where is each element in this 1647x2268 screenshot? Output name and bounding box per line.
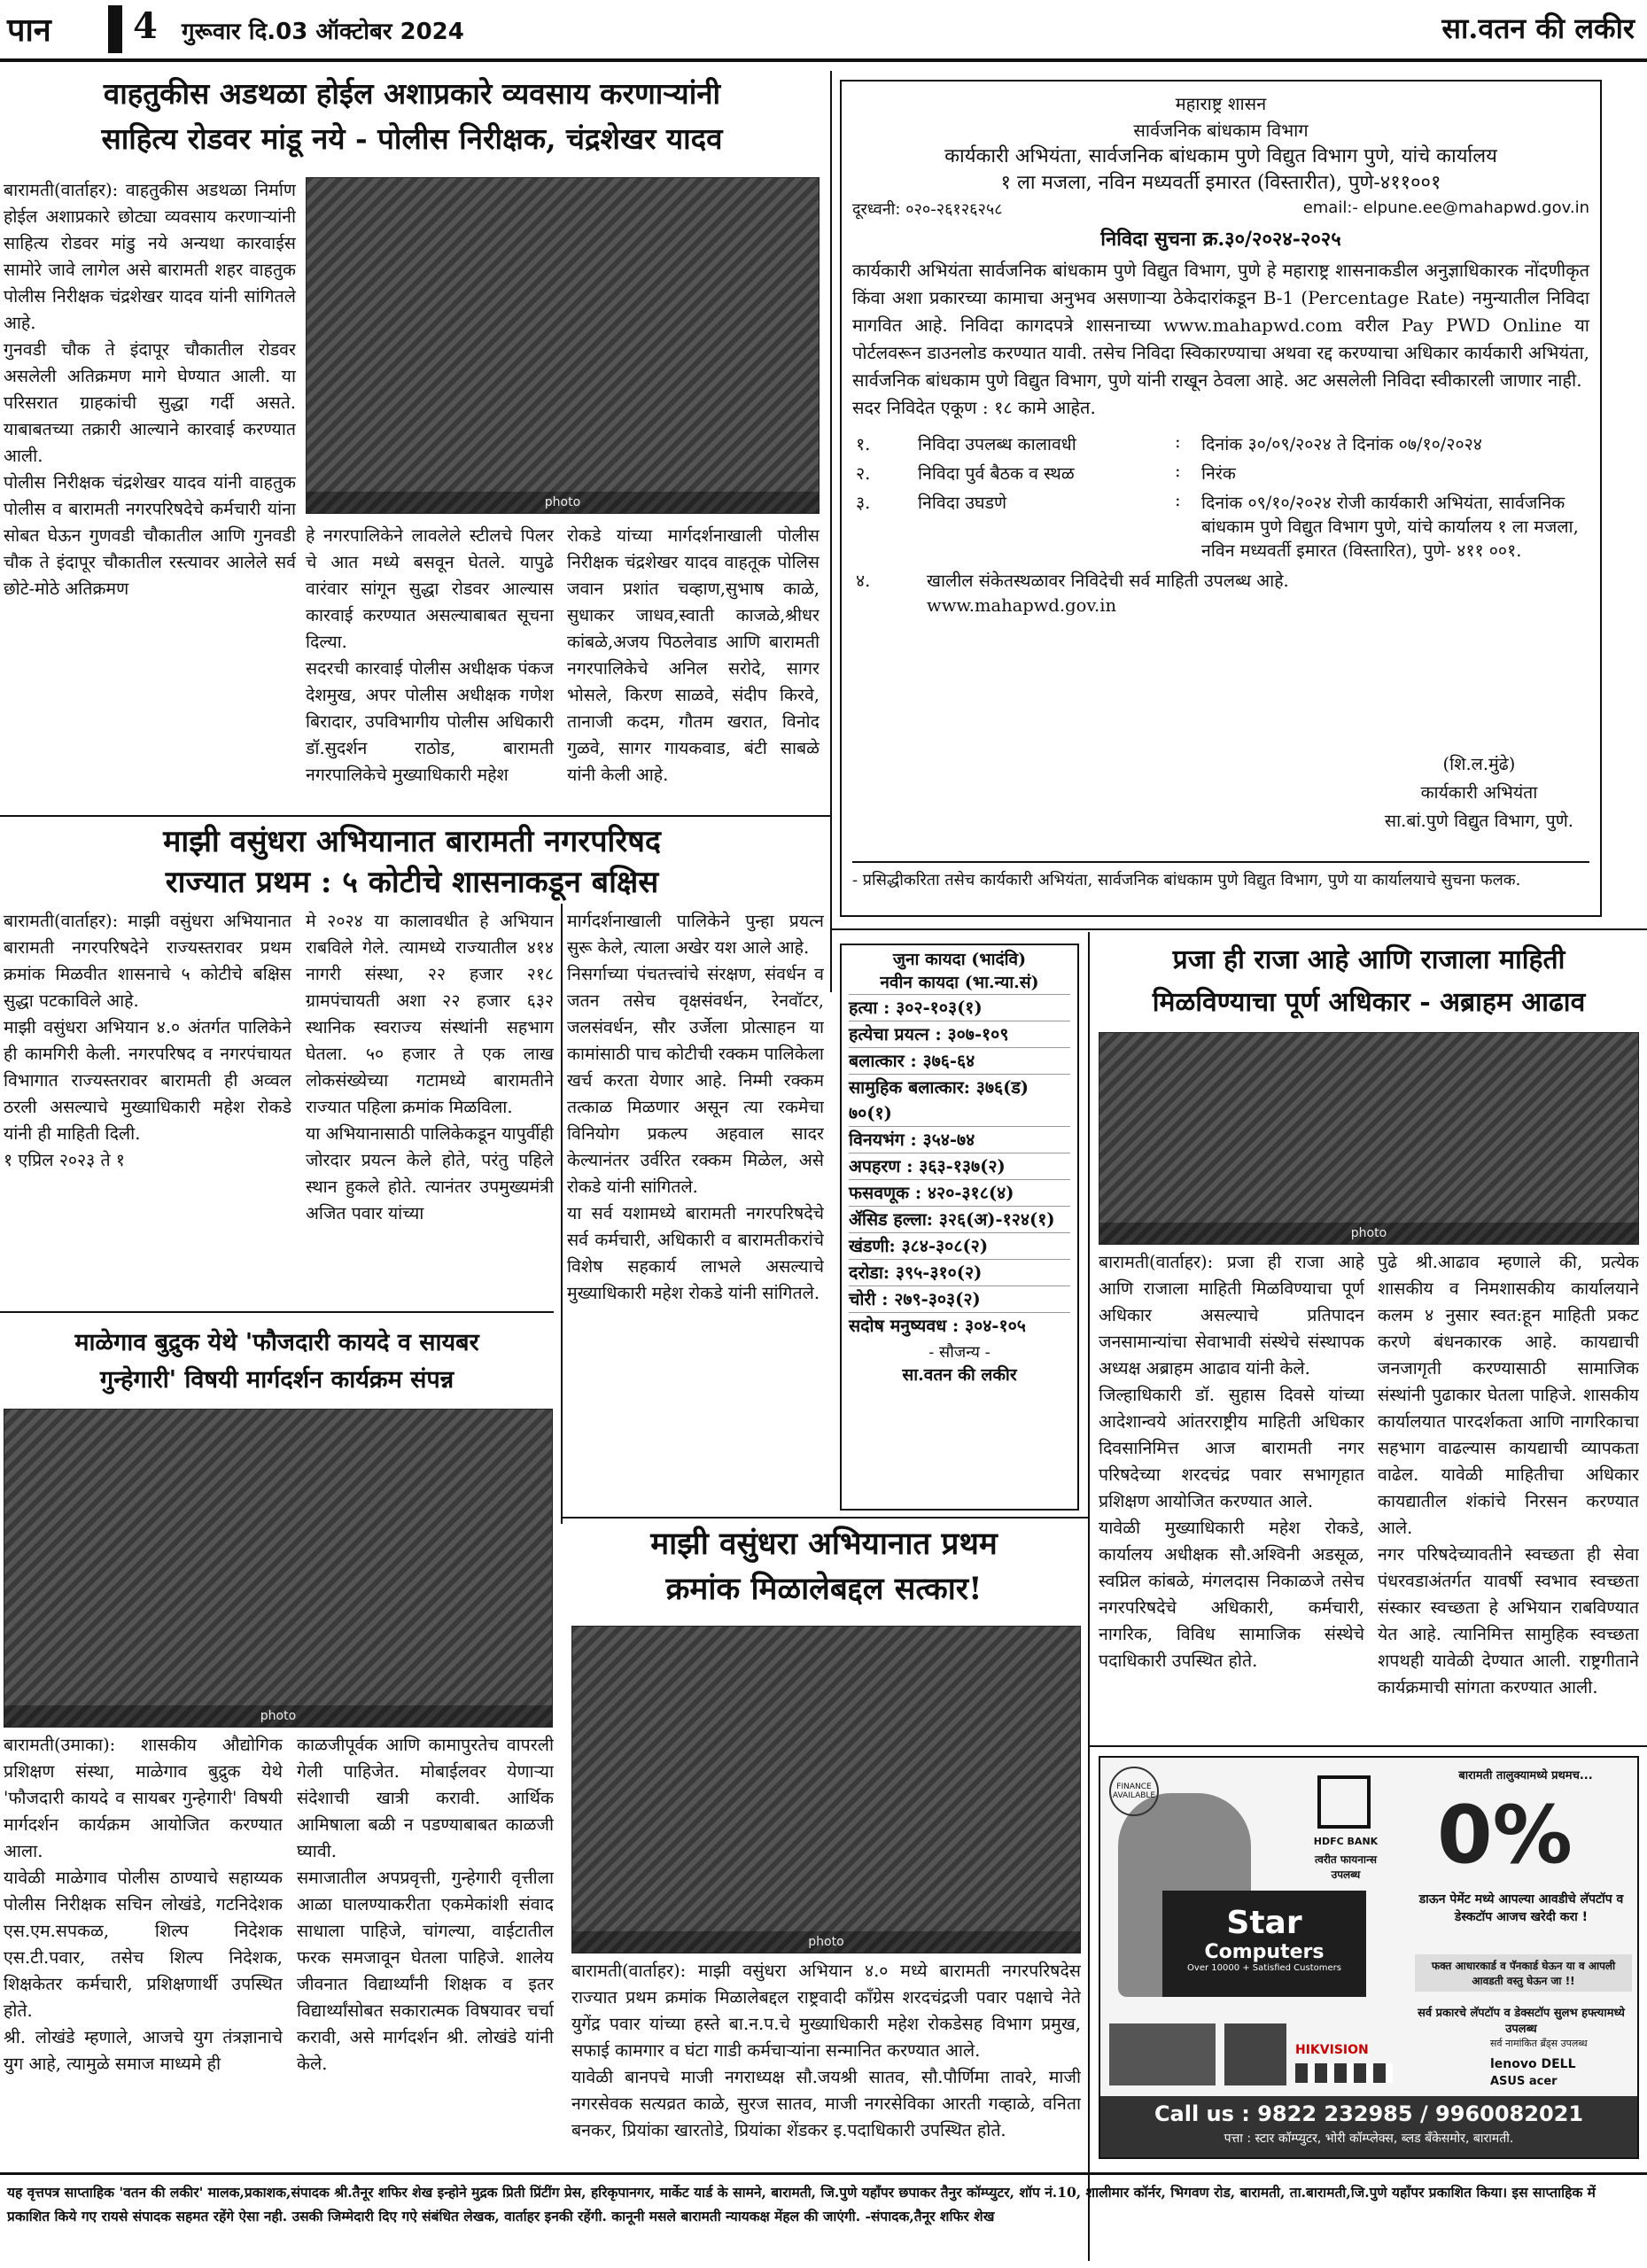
article2-headline — [0, 822, 824, 904]
article5-body: बारामती(वार्ताहर): माझी वसुंधरा अभियान ४.० मध्ये बारामती नगरपरिषदेस राज्यात प्रथम क्रमांक मिळालेबद्दल राष्ट्रवादी काँग्रेस शरदचंद्रजी पवार पक्षाचे नेते युगेंद्र पवार यांच्या हस्ते बा.न.प.चे मुख्याधिकारी महेश रोकडेसह विभाग प्रमुख, सफाई कामगार व घंटा गाडी कर्मचाऱ्यांना सन्मानित करण्यात आले. यावेळी बानपचे माजी नगराध्यक्ष सौ.जयश्री सातव, सौ.पौर्णिमा तावरे, माजी नगरसेवक सत्यव्रत काळे, सुरज सातव, माजी नगरसेविका आरती गव्हाळे, वनिता बनकर, प्रियांका खारतोडे, प्रियांका शेंडकर इ.पदाधिकारी उपस्थित होते. — [571, 1961, 1081, 2140]
ad-tagline: बारामती तालुक्यामध्ये प्रथमच... — [1458, 1769, 1593, 1783]
article2-col2: मे २०२४ या कालावधीत हे अभियान राबविले गेले. त्यामध्ये राज्यातील ४१४ नागरी संस्था, २२ हजार २१८ ग्रामपंचायती अशा २२ हजार ६३२ स्थानिक स्वराज्य संस्थांनी सहभाग घेतला. ५० हजार ते एक लाख लोकसंख्येच्या गटामध्ये बारामतीने राज्यात पहिला क्रमांक मिळविला. या अभियानासाठी पालिकेकडून यापुर्वीही जोरदार प्रयत्न केले होते, परंतु पहिले स्थान हुकले होते. त्यानंतर उपमुख्यमंत्री अजित पवार यांच्या — [306, 911, 554, 1223]
tender-signature — [1385, 750, 1573, 835]
tender-row4-no: ४. — [856, 570, 871, 591]
tender-cell: दिनांक ०९/१०/२०२४ रोजी कार्यकारी अभियंता, सार्वजनिक बांधकाम पुणे विद्युत विभाग पुणे, यांचे कार्यालय १ ला मजला, नविन मध्यवर्ती इमारत (विस्तारित), पुणे- ४११ ००१. — [1201, 492, 1579, 561]
tender-cell: : — [1175, 431, 1181, 452]
ad-address: पत्ता : स्टार कॉम्प्युटर, भोरी कॉम्प्लेक्स, ब्लड बँकेसमोर, बारामती. — [1224, 2132, 1514, 2146]
law-item: विनयभंग : ३५४-७४ — [849, 1126, 1070, 1153]
signature-title: कार्यकारी अभियंता — [1420, 782, 1538, 803]
tender-body: कार्यकारी अभियंता सार्वजनिक बांधकाम पुणे विद्युत विभाग, पुणे हे महाराष्ट्र शासनाकडील अनुज्ञाधिकारक नोंदणीकृत किंवा अशा प्रकारच्या कामाचा अनुभव असणाऱ्या ठेकेदारांकडून B-1 (Percentage Rate) नमुन्यातील निविदा मागवित आहे. निविदा कागदपत्रे शासनाच्या www.mahapwd.com वरील Pay PWD Online या पोर्टलवरून डाउनलोड करण्यात यावी. तसेच निविदा स्विकारण्याचा अथवा रद्द करण्याचा अधिकार कार्यकारी अभियंता, सार्वजनिक बांधकाम पुणे विद्युत विभाग, पुणे यांनी राखून ठेवला आहे. अट असलेली निविदा स्वीकारली जाणार नाही. सदर निविदेत एकूण : १८ कामे आहेत. — [852, 259, 1589, 418]
article3-col1: बारामती(वार्ताहर): प्रजा ही राजा आहे आणि राजाला माहिती मिळविण्याचा पूर्ण अधिकार असल्याचे प्रतिपादन जनसामान्यांचा सेवाभावी संस्थेचे संस्थापक अध्यक्ष अब्राहम आढाव यांनी केले. जिल्हाधिकारी डॉ. सुहास दिवसे यांच्या आदेशान्वये आंतरराष्ट्रीय माहिती अधिकार दिवसानिमित्त आज बारामती नगर परिषदेच्या शरदचंद्र पवार सभागृहात प्रशिक्षण आयोजित करण्यात आले. यावेळी मुख्याधिकारी महेश रोकडे, कार्यालय अधीक्षक सौ.अश्विनी अडसूळ, स्वप्निल कांबळे, मंगलदास निकाळजे तसेच नगरपरिषदेचे अधिकारी, कर्मचारी, नागरिक, विविध सामाजिक संस्थेचे पदाधिकारी उपस्थित होते. — [1099, 1252, 1364, 1671]
tender-cell: ३. — [856, 492, 871, 513]
section-divider — [1088, 1745, 1647, 1747]
column-divider — [561, 904, 563, 1524]
law-item: चोरी : २७९-३०३(२) — [849, 1285, 1070, 1312]
photo-caption: photo — [307, 492, 819, 513]
article4-title-line1: माळेगाव बुद्रुक येथे 'फौजदारी कायदे व सायबर — [74, 1329, 479, 1356]
column-divider — [1088, 932, 1090, 2261]
asus-logo: ASUS — [1490, 2075, 1526, 2088]
laptop-image — [1109, 2023, 1216, 2085]
tender-website: www.mahapwd.gov.in — [927, 594, 1117, 616]
ad-brands-label: सर्व नामांकित ब्रँड्स उपलब्ध — [1490, 2038, 1588, 2049]
page-label: पान — [7, 12, 51, 49]
section-divider — [0, 1311, 554, 1313]
tender-phone: दूरध्वनी: ०२०-२६१२६२५८ — [852, 200, 1003, 219]
tender-footnote: - प्रसिद्धीकरिता तसेच कार्यकारी अभियंता, सार्वजनिक बांधकाम पुणे विद्युत विभाग, पुणे या कार्यालयाचे सुचना फलक. — [852, 861, 1589, 892]
article2-col3: मार्गदर्शनाखाली पालिकेने पुन्हा प्रयत्न सुरू केले, त्याला अखेर यश आले आहे. निसर्गाच्या पंचतत्त्वांचे संरक्षण, संवर्धन व जतन तसेच वृक्षसंवर्धन, रेनवॉटर, जलसंवर्धन, सौर उर्जेला प्रोत्साहन या कामांसाठी पाच कोटीची रक्कम पालिकेला खर्च करता येणार आहे. निम्मी रक्कम तत्काळ मिळणार असून त्या रकमेचा विनियोग प्रकल्प अहवाल सादर केल्यानंतर उर्वरित रक्कम मिळेल, असे रोकडे यांनी सांगितले. या सर्व यशामध्ये बारामती नगरपरिषदेचे सर्व कर्मचारी, अधिकारी व बारामतीकरांचे विशेष सहकार्य लाभले असल्याचे मुख्याधिकारी महेश रोकडे यांनी सांगितले. — [567, 911, 824, 1303]
article3-title-line2: मिळविण्याचा पूर्ण अधिकार - अब्राहम आढाव — [1152, 987, 1586, 1018]
article1-title-line2: साहित्य रोडवर मांडू नये - पोलीस निरीक्षक, चंद्रशेखर यादव — [101, 120, 723, 156]
article4-col1: बारामती(उमाका): शासकीय औद्योगिक प्रशिक्षण संस्था, माळेगाव बुद्रुक येथे 'फौजदारी कायदे व सायबर गुन्हेगारी' विषयी मार्गदर्शन कार्यक्रम आयोजित करण्यात आला. यावेळी माळेगाव पोलीस ठाण्याचे सहाय्यक पोलीस निरीक्षक सचिन लोखंडे, गटनिदेशक एस.एम.सपकळ, शिल्प निदेशक एस.टी.पवार, तसेच शिल्प निदेशक, शिक्षकेतर कर्मचारी, प्रशिक्षणार्थी उपस्थित होते. श्री. लोखंडे म्हणाले, आजचे युग तंत्रज्ञानाचे युग आहे, त्यामुळे समाज माध्यमे ही — [4, 1735, 283, 2074]
article1-title-line1: वाहतुकीस अडथळा होईल अशाप्रकारे व्यवसाय करणाऱ्यांनी — [103, 76, 721, 111]
signature-office: सा.बां.पुणे विद्युत विभाग, पुणे. — [1384, 811, 1573, 831]
desktop-image — [1224, 2023, 1286, 2085]
tender-cell: १. — [856, 433, 871, 454]
law-item: खंडणी: ३८४-३०८(२) — [849, 1232, 1070, 1259]
tender-cell: निविदा उघडणे — [918, 492, 1007, 513]
article5-title-line1: माझी वसुंधरा अभियानात प्रथम — [650, 1526, 998, 1562]
article4-headline — [0, 1324, 554, 1399]
law-box — [840, 944, 1079, 1511]
law-item: हत्या : ३०२-१०३(१) — [849, 994, 1070, 1021]
ad-phone: Call us : 9822 232985 / 9960082021 — [1154, 2101, 1584, 2126]
article1-col1: बारामती(वार्ताहर): वाहतुकीस अडथळा निर्माण होईल अशाप्रकारे छोट्या व्यवसाय करणाऱ्यांनी साहित्य रोडवर मांडु नये अन्यथा कारवाईस सामोरे जावे लागेल असे बारामती शहर वाहतुक पोलीस निरीक्षक चंद्रशेखर यादव यांनी सांगितले आहे. गुनवडी चौक ते इंदापूर चौकातील रोडवर असलेली अतिक्रमण मागे घेण्यात आली. या परिसरात ग्राहकांची सुद्धा गर्दी असते. याबाबतच्या तक्रारी आल्याने कारवाई करण्यात आली. पोलीस निरीक्षक चंद्रशेखर यादव यांनी वाहतुक पोलीस व बारामती नगरपरिषदेचे कर्मचारी यांना सोबत घेऊन गुणवडी चौकातील आणि गुनवडी चौक ते इंदापूर चौकातील रस्त्यावर आलेले सर्व छोटे-मोठे अतिक्रमण — [4, 180, 296, 599]
brand-logos-2 — [1490, 2075, 1558, 2088]
section-divider — [830, 928, 1647, 930]
article3-headline — [1094, 939, 1643, 1024]
tender-line3: कार्यकारी अभियंता, सार्वजनिक बांधकाम पुणे विद्युत विभाग पुणे, यांचे कार्यालय — [944, 145, 1497, 167]
tender-contact — [842, 197, 1600, 221]
law-list — [849, 994, 1070, 1339]
law-old-header: जुना कायदा (भादंवि) — [892, 950, 1027, 969]
tender-line1: महाराष्ट्र शासन — [1175, 93, 1267, 114]
zero-percent: 0% — [1437, 1789, 1573, 1882]
article4-title-line2: गुन्हेगारी' विषयी मार्गदर्शन कार्यक्रम संपन्न — [99, 1365, 454, 1394]
article1-col2: हे नगरपालिकेने लावलेले स्टीलचे पिलर चे आत मध्ये बसवून घेतले. यापुढे वारंवार सांगून सुद्धा रोडवर आल्यास कारवाई करण्यात असल्याबाबत सूचना दिल्या. सदरची कारवाई पोलीस अधीक्षक पंकज देशमुख, अपर पोलीस अधीक्षक गणेश बिरादार, उपविभागीय पोलीस अधिकारी डॉ.सुदर्शन राठोड, बारामती नगरपालिकेचे मुख्याधिकारी महेश — [306, 525, 554, 785]
tender-row — [851, 458, 1586, 487]
article3-title-line1: प्रजा ही राजा आहे आणि राजाला माहिती — [1172, 944, 1565, 975]
tender-cell: निविदा उपलब्ध कालावधी — [918, 433, 1076, 454]
photo-caption: photo — [1099, 1223, 1638, 1244]
law-item: दरोडा: ३९५-३१०(२) — [849, 1259, 1070, 1285]
tender-cell: निविदा पुर्व बैठक व स्थळ — [918, 462, 1075, 484]
article1-headline — [0, 74, 824, 159]
cctv-cameras-image — [1295, 2063, 1393, 2083]
article4-col2: काळजीपूर्वक आणि कामापुरतेच वापरली गेली पाहिजेत. मोबाईलवर येणाऱ्या संदेशाची खात्री करावी. आर्थिक आमिषाला बळी न पडण्याबाबत काळजी घ्यावी. समाजातील अपप्रवृत्ती, गुन्हेगारी वृत्तीला आळा घालण्याकरीता एकमेकांशी संवाद साधाला पाहिजे, चांगल्या, वाईटातील फरक समजावून घेतला पाहिजे. शालेय जीवनात विद्यार्थ्यांनी शिक्षक व इतर विद्यार्थ्यांसोबत सकारात्मक विषयावर चर्चा करावी, असे मार्गदर्शन श्री. लोखंडे यांनी केले. — [297, 1735, 554, 2074]
header-bar — [108, 5, 122, 53]
star-logo-panel — [1162, 1891, 1366, 1997]
law-item: हत्येचा प्रयत्न : ३०७-१०९ — [849, 1021, 1070, 1047]
law-credit-paper: सा.वतन की लकीर — [902, 1364, 1017, 1385]
section-divider — [0, 815, 830, 817]
tender-line2: सार्वजनिक बांधकाम विभाग — [1133, 120, 1309, 141]
bank-finance: त्वरीत फायनान्स उपलब्ध — [1315, 1853, 1377, 1881]
ad-contact-bar — [1100, 2096, 1637, 2159]
tender-table — [851, 429, 1586, 564]
tender-issuer — [842, 90, 1600, 197]
star-computers-ad — [1099, 1756, 1639, 2159]
issue-date: गुरूवार दि.03 ऑक्टोबर 2024 — [182, 19, 464, 45]
law-item: फसवणूक : ४२०-३१८(४) — [849, 1179, 1070, 1206]
article4-photo — [4, 1409, 553, 1728]
article2-col1: बारामती(वार्ताहर): माझी वसुंधरा अभियानात बारामती नगरपरिषदेने राज्यस्तरावर प्रथम क्रमांक मिळवीत शासनाचे ५ कोटीचे बक्षिस सुद्धा पटकाविले आहे. माझी वसुंधरा अभियान ४.० अंतर्गत पालिकेने ही कामगिरी केली. नगरपरिषद व नगरपंचायत विभागात राज्यस्तरावर बारामती ही अव्वल ठरली असल्याचे मुख्याधिकारी महेश रोकडे यांनी ही माहिती दिली. १ एप्रिल २०२३ ते १ — [4, 911, 291, 1170]
law-credit: - सौजन्य - — [928, 1343, 991, 1363]
article1-photo — [306, 177, 820, 514]
tender-row — [851, 429, 1586, 458]
ad-all-laptops: सर्व प्रकारचे लॅपटॉप व डेक्सटॉप सुलभ हफ्त्यामध्ये उपलब्ध — [1418, 2007, 1625, 2036]
lenovo-logo: lenovo — [1490, 2057, 1537, 2071]
tender-row4-text: खालील संकेतस्थळावर निविदेची सर्व माहिती उपलब्ध आहे. — [927, 570, 1289, 591]
brand-logos — [1490, 2057, 1576, 2071]
column-divider — [830, 71, 832, 992]
acer-logo: acer — [1528, 2075, 1558, 2088]
bank-name: HDFC BANK — [1313, 1836, 1379, 1847]
law-item: बलात्कार : ३७६-६४ — [849, 1047, 1070, 1074]
tender-cell: : — [1175, 489, 1181, 510]
tender-email: email:- elpune.ee@mahapwd.gov.in — [1302, 198, 1589, 217]
tender-row4 — [842, 564, 1600, 595]
law-item: सदोष मनुष्यवध : ३०४-१०५ — [849, 1312, 1070, 1339]
article5-title-line2: क्रमांक मिळालेबद्दल सत्कार! — [665, 1570, 983, 1607]
ad-offer: डाऊन पेमेंट मध्ये आपल्या आवडीचे लॅपटॉप व डेस्कटॉप आजच खरेदी करा ! — [1418, 1892, 1624, 1924]
article5-headline — [567, 1522, 1081, 1612]
photo-caption: photo — [572, 1931, 1080, 1953]
tender-notice — [840, 80, 1602, 917]
photo-caption: photo — [4, 1705, 552, 1727]
law-item: सामुहिक बलात्कार: ३७६(ड) ७०(१) — [849, 1074, 1070, 1126]
article5-photo — [571, 1626, 1081, 1953]
article2-title-line1: माझी वसुंधरा अभियानात बारामती नगरपरिषद — [163, 824, 661, 859]
tender-row — [851, 487, 1586, 564]
law-item: अपहरण : ३६३-१३७(२) — [849, 1153, 1070, 1179]
section-divider — [561, 1517, 1088, 1518]
page-header — [0, 0, 1647, 62]
signature-name: (शि.ल.मुंढे) — [1442, 754, 1516, 774]
imprint-footer: यह वृत्तपत्र साप्ताहिक 'वतन की लकीर' मालक,प्रकाशक,संपादक श्री.तैनूर शफिर शेख इन्होने मुद्रक प्रिती प्रिंटींग प्रेस, हरिकृपानगर, मार्केट यार्ड के सामने, बारामती, जि.पुणे यहाँपर छपाकर तैनुर कॉम्प्युटर, शॉप नं.10, शालीमार कॉर्नर, भिगवण रोड, बारामती, ता.बारामती,जि.पुणे यहाँपर प्रकाशित किया। इस साप्ताहिक में प्रकाशित किये गए रायसे संपादक सहमत रहेंगे ऐसा नही. उसकी जिम्मेदारी दिए गऐ संबंधित लेखक, वार्ताहर इनकी रहेंगी. कानूनी मसले बारामती न्यायकक्ष मेंहल की जाएंगी. -संपादक,तैनूर शफिर शेख — [0, 2172, 1647, 2233]
tender-cell: दिनांक ३०/०९/२०२४ ते दिनांक ०७/१०/२०२४ — [1201, 433, 1482, 454]
ad-docs: फक्त आधारकार्ड व पॅनकार्ड घेऊन या व आपली आवडती वस्तु घेऊन जा !! — [1415, 1954, 1632, 1992]
article3-photo — [1099, 1032, 1639, 1245]
page-number: 4 — [133, 5, 158, 47]
brand-computers: Computers — [1204, 1941, 1325, 1963]
paper-name: सा.वतन की लकीर — [1441, 12, 1635, 45]
hdfc-logo-icon — [1317, 1775, 1371, 1829]
tender-title: निविदा सुचना क्र.३०/२०२४-२०२५ — [1100, 228, 1341, 251]
brand-star: Star — [1226, 1905, 1302, 1941]
article3-col2: पुढे श्री.आढाव म्हणाले की, प्रत्येक शासकीय व निमशासकीय कार्यालयाने कलम ४ नुसार स्वत:हून माहिती प्रकट करणे बंधनकारक आहे. कायद्याची जनजागृती करण्यासाठी सामाजिक संस्थांनी पुढाकार घेतला पाहिजे. शासकीय कार्यालयात पारदर्शकता आणि नागरिकाचा सहभाग वाढल्यास कायद्याची व्यापकता वाढेल. यावेळी माहितीचा अधिकार कायद्यातील शंकांचे निरसन करण्यात आले. नगर परिषदेच्यावतीने स्वच्छता ही सेवा पंधरवडाअंतर्गत यावर्षी स्वभाव स्वच्छता संस्कार स्वच्छता हे अभियान राबविण्यात येत आहे. त्यानिमित्त सामुहिक स्वच्छता शपथही यावेळी देण्यात आली. राष्ट्रगीताने कार्यक्रमाची सांगता करण्यात आली. — [1378, 1252, 1639, 1697]
law-item: ॲसिड हल्ला: ३२६(अ)-१२४(१) — [849, 1206, 1070, 1232]
hikvision-logo: HIKVISION — [1295, 2043, 1369, 2057]
article1-col3: रोकडे यांच्या मार्गदर्शनाखाली पोलीस निरीक्षक चंद्रशेखर यादव वाहतूक पोलिस जवान प्रशांत चव्हाण,सुभाष काळे, सुधाकर जाधव,स्वाती काजळे,श्रीधर कांबळे,अजय पिठलेवाड आणि बारामती नगरपालिकेचे अनिल सरोदे, सागर भोसले, किरण साळवे, संदीप किरवे, तानाजी कदम, गौतम खरात, विनोद गुळवे, सागर गायकवाड, बंटी साबळे यांनी केली आहे. — [567, 525, 820, 785]
tender-cell: निरंक — [1201, 462, 1236, 484]
dell-logo: DELL — [1541, 2057, 1576, 2071]
finance-badge: FINANCE AVAILABLE — [1109, 1767, 1159, 1816]
tender-cell: : — [1175, 460, 1181, 481]
article2-title-line2: राज्यात प्रथम : ५ कोटीचे शासनाकडून बक्षिस — [165, 864, 659, 900]
tender-line4: १ ला मजला, नविन मध्यवर्ती इमारत (विस्तारीत), पुणे-४११००१ — [1000, 172, 1441, 194]
law-new-header: नवीन कायदा (भा.न्या.सं) — [880, 972, 1039, 992]
brand-customers: Over 10000 + Satisfied Customers — [1187, 1963, 1341, 1973]
tender-cell: २. — [856, 462, 871, 484]
